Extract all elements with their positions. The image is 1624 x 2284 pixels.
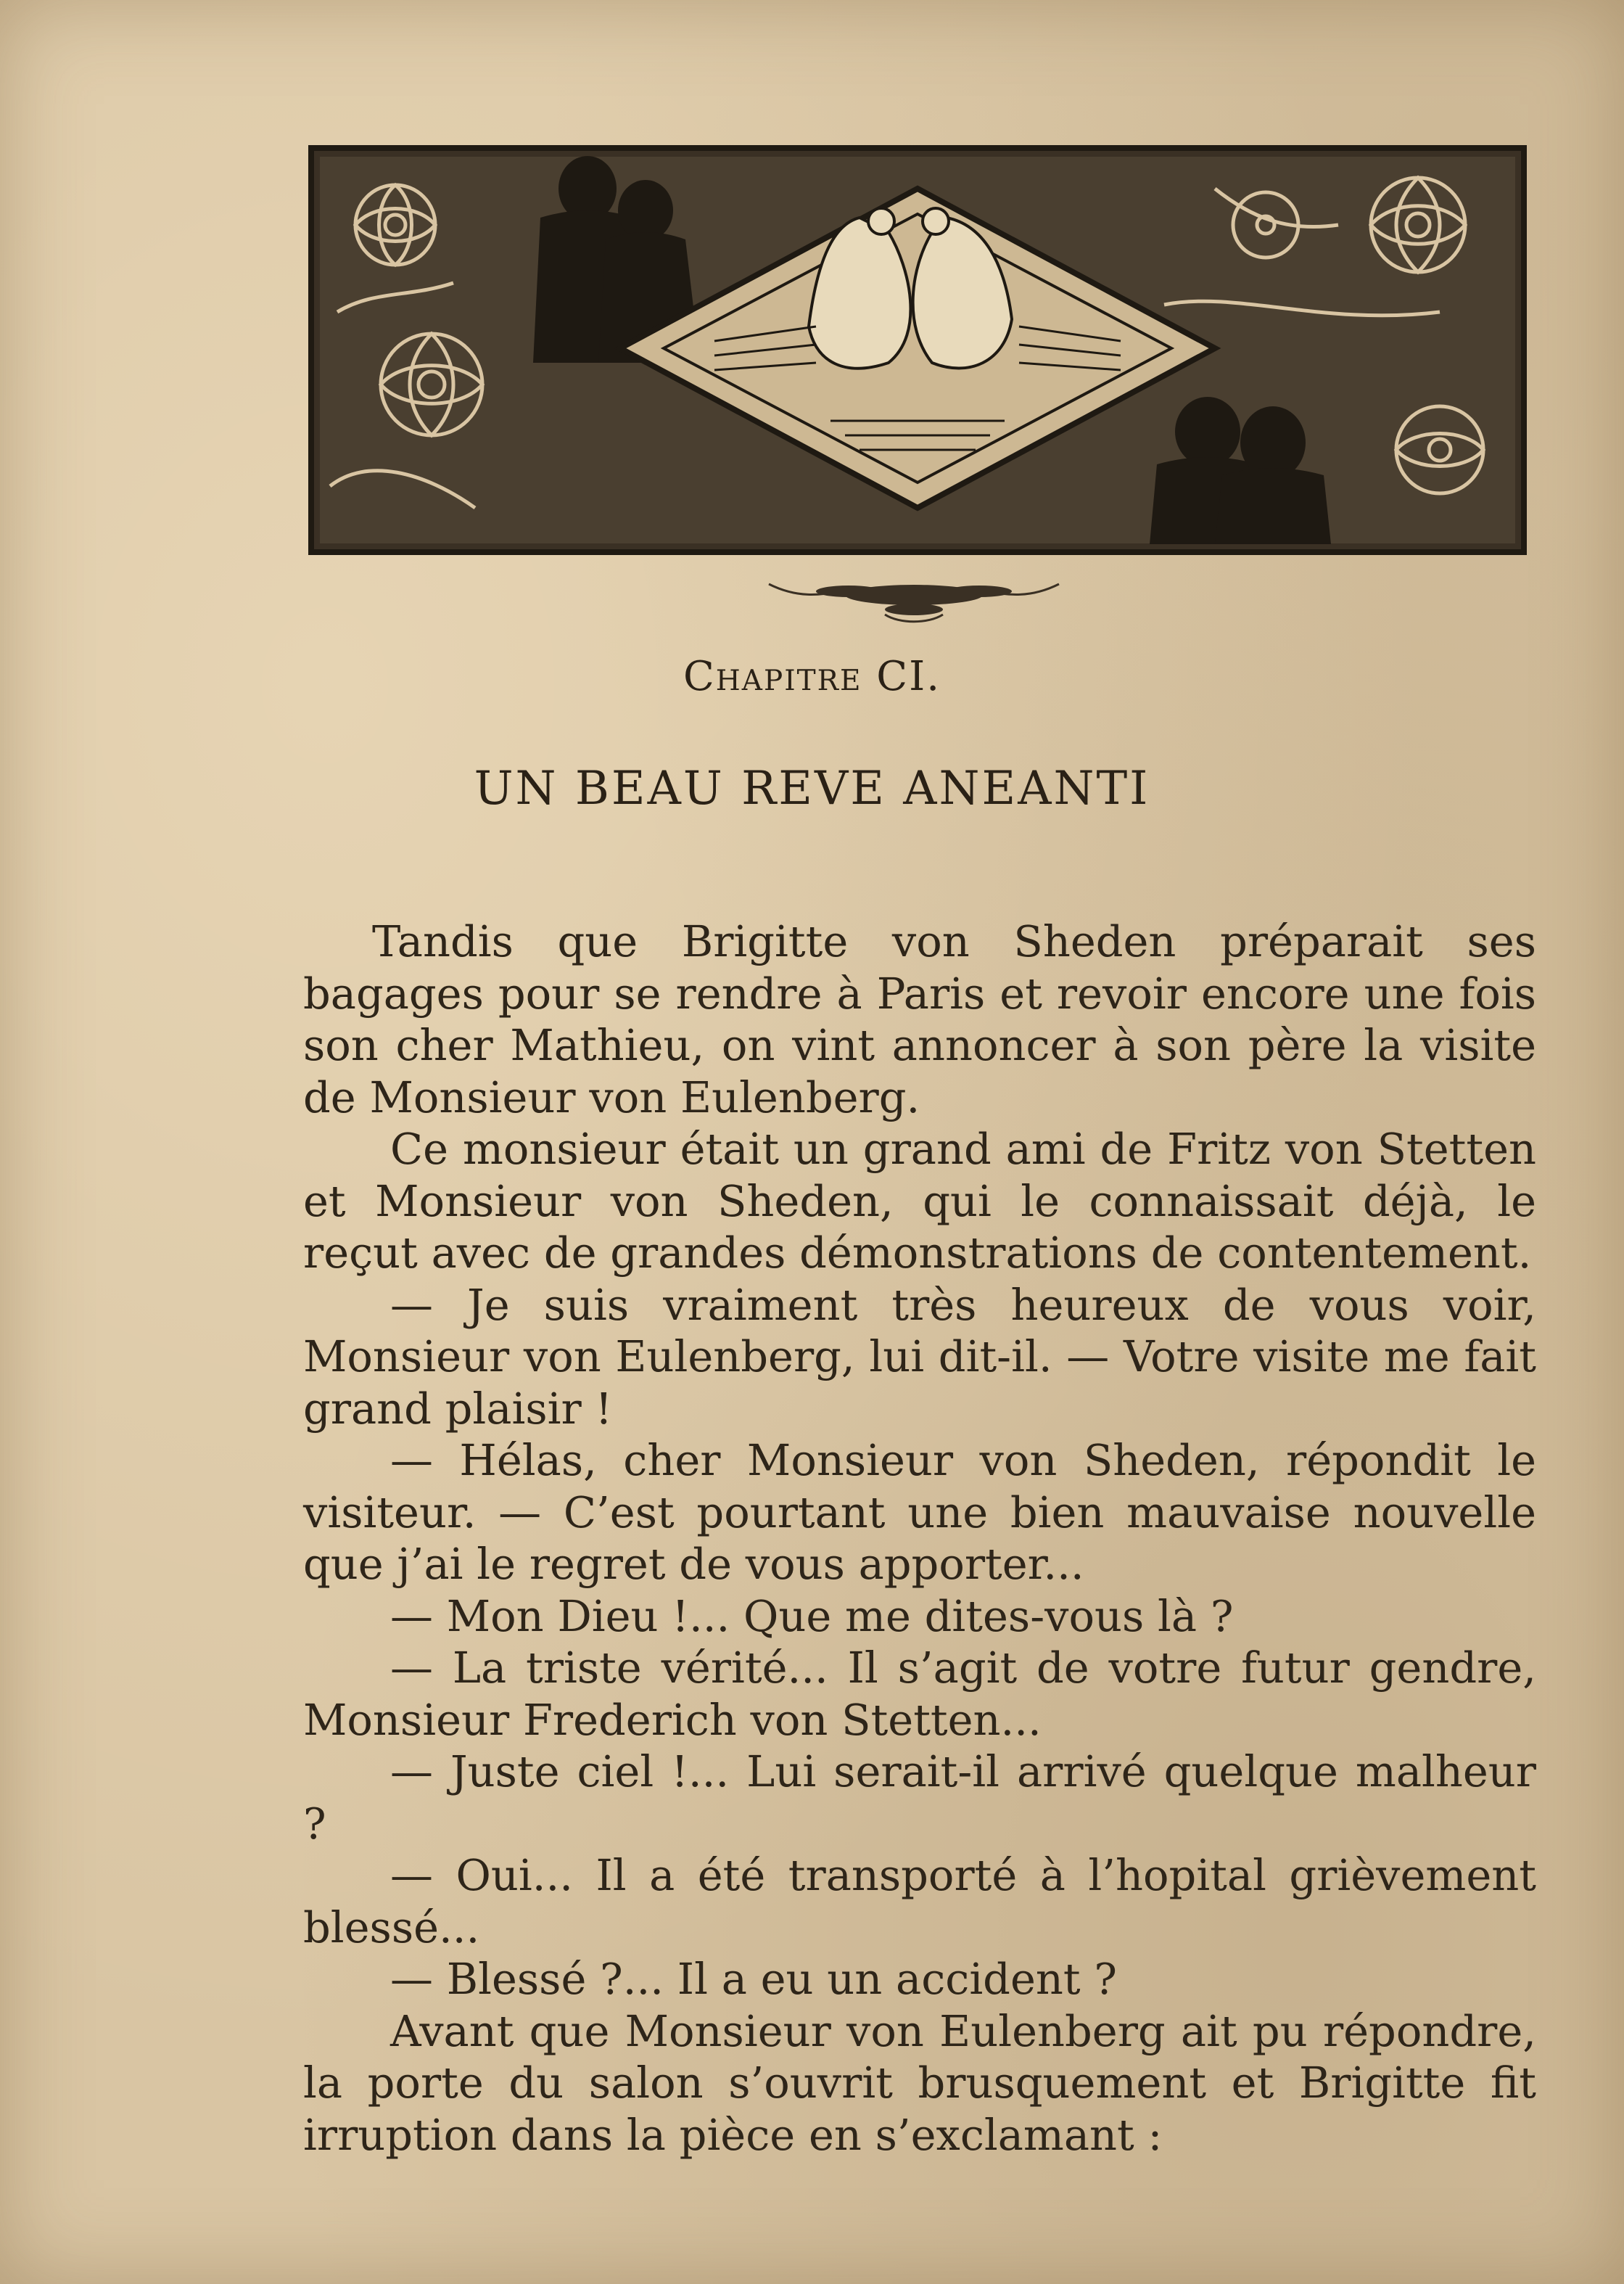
paragraph: — Mon Dieu !... Que me dites-vous là ? — [390, 1590, 1234, 1641]
paragraph: Ce monsieur était un grand ami de Fritz von Stetten et Monsieur von Sheden, qui le connaissait déjà, le reçut avec de grandes démonstrations de contentement. — [303, 1124, 1536, 1278]
paragraph: — Blessé ?... Il a eu un accident ? — [390, 1954, 1117, 2004]
paragraph: — La triste vérité... Il s’agit de votre futur gendre, Monsieur Frederich von Stetten... — [303, 1643, 1536, 1745]
chapter-title: UN BEAU REVE ANEANTI — [474, 762, 1150, 816]
paragraph: — Juste ciel !... Lui serait-il arrivé quelque malheur ? — [303, 1746, 1536, 1849]
paragraph: — Hélas, cher Monsieur von Sheden, répondit le visiteur. — C’est pourtant une bien mauvaise nouvelle que j’ai le regret de vous apporter... — [303, 1435, 1536, 1589]
body-text — [303, 916, 1536, 2161]
woodcut-vignette-icon — [308, 145, 1527, 555]
paragraph: — Je suis vraiment très heureux de vous voir, Monsieur von Eulenberg, lui dit-il. — Votre visite me fait grand plaisir ! — [303, 1279, 1536, 1434]
chapter-label: Chapitre CI. — [683, 653, 941, 700]
flourish-ornament-icon — [754, 570, 1073, 628]
paragraph: — Oui... Il a été transporté à l’hopital grièvement blessé... — [303, 1850, 1536, 1952]
paragraph: Avant que Monsieur von Eulenberg ait pu répondre, la porte du salon s’ouvrit brusquement et Brigitte fit irruption dans la pièce en s’exclamant : — [303, 2005, 1536, 2160]
paragraph: Tandis que Brigitte von Sheden préparait ses bagages pour se rendre à Paris et revoir encore une fois son cher Mathieu, on vint annoncer à son père la visite de Monsieur von Eulenberg. — [303, 916, 1536, 1122]
